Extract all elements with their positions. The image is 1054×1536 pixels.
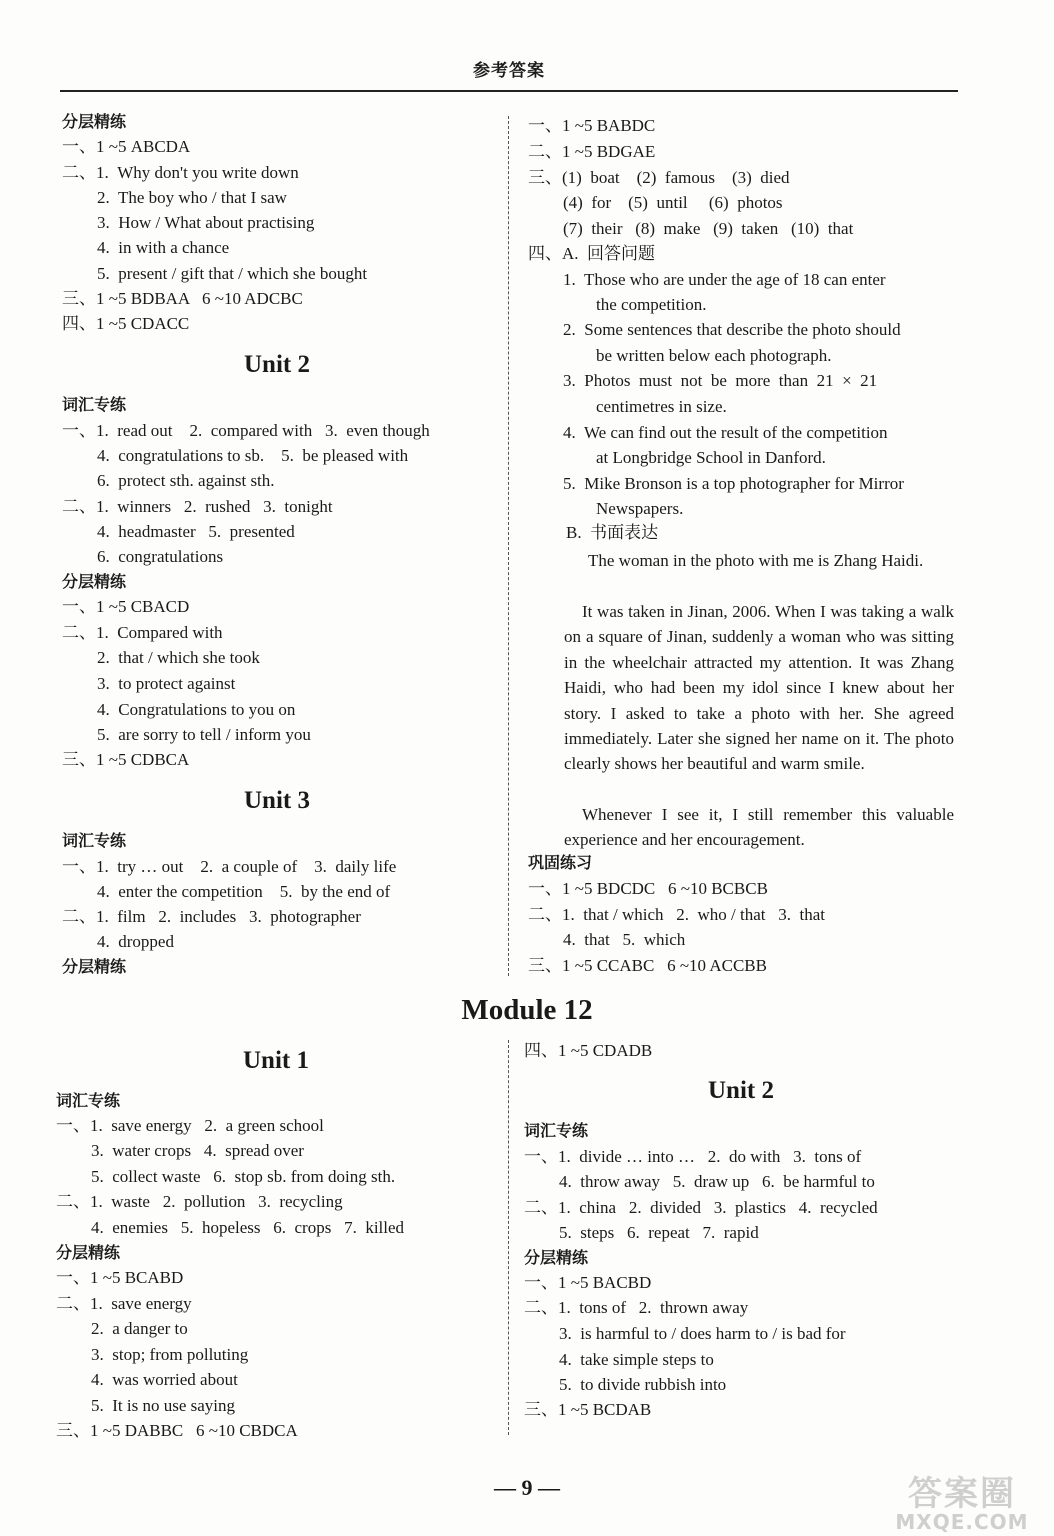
answer-line: 2. Some sentences that describe the photo should xyxy=(563,320,901,339)
watermark-logo xyxy=(872,1476,1052,1536)
answer-line: 4. was worried about xyxy=(91,1370,238,1389)
answer-line: 一、1 ~5 BACBD xyxy=(524,1273,652,1292)
section-heading: 分层精练 xyxy=(524,1248,589,1267)
section-heading: 巩固练习 xyxy=(528,853,593,872)
column-divider-top xyxy=(508,116,509,976)
answer-line: (7) their (8) make (9) taken (10) that xyxy=(563,219,854,238)
answer-line: 3. stop; from polluting xyxy=(91,1345,249,1364)
answer-line: 4. Congratulations to you on xyxy=(97,700,296,719)
answer-line: 2. that / which she took xyxy=(97,648,260,667)
answer-line: 3. to protect against xyxy=(97,674,236,693)
answer-line: 1. Those who are under the age of 18 can enter xyxy=(563,270,886,289)
answer-line: (4) for (5) until (6) photos xyxy=(563,193,783,212)
answer-line: 3. How / What about practising xyxy=(97,213,315,232)
answer-line: 2. The boy who / that I saw xyxy=(97,188,287,207)
unit-heading: Unit 3 xyxy=(244,787,310,814)
answer-line: 4. We can find out the result of the competition xyxy=(563,423,888,442)
answer-line: 二、1. tons of 2. thrown away xyxy=(524,1298,749,1317)
answer-line: 四、1 ~5 CDACC xyxy=(62,314,190,333)
page-number: — 9 — xyxy=(494,1475,560,1500)
answer-line: 三、1 ~5 CCABC 6 ~10 ACCBB xyxy=(528,956,767,975)
answer-line: Newspapers. xyxy=(596,499,684,518)
section-heading: 分层精练 xyxy=(62,957,127,976)
answer-line: 一、1 ~5 BABDC xyxy=(528,116,656,135)
answer-line: 一、1. try … out 2. a couple of 3. daily life xyxy=(62,857,397,876)
answer-line: 四、1 ~5 CDADB xyxy=(524,1041,653,1060)
answer-line: 三、(1) boat (2) famous (3) died xyxy=(528,168,790,187)
bottom-right-column xyxy=(524,0,958,1460)
answer-line: 三、1 ~5 BCDAB xyxy=(524,1400,652,1419)
section-heading: 词汇专练 xyxy=(56,1091,121,1110)
answer-line: centimetres in size. xyxy=(596,397,727,416)
answer-line: 二、1. winners 2. rushed 3. tonight xyxy=(62,497,333,516)
section-heading: 分层精练 xyxy=(62,112,127,131)
answer-line: 一、1 ~5 ABCDA xyxy=(62,137,191,156)
module-title: Module 12 xyxy=(461,994,593,1026)
answer-line: 5. Mike Bronson is a top photographer for Mirror xyxy=(563,474,904,493)
answer-line: 一、1 ~5 BCABD xyxy=(56,1268,184,1287)
unit-heading: Unit 1 xyxy=(243,1047,309,1074)
answer-line: 5. to divide rubbish into xyxy=(559,1375,727,1394)
answer-line: 三、1 ~5 BDBAA 6 ~10 ADCBC xyxy=(62,289,303,308)
section-heading: 词汇专练 xyxy=(62,831,127,850)
answer-line: 4. enter the competition 5. by the end of xyxy=(97,882,391,901)
bottom-left-column xyxy=(56,0,496,1460)
answer-line: the competition. xyxy=(596,295,707,314)
section-heading: 分层精练 xyxy=(56,1243,121,1262)
answer-line: 一、1 ~5 BDCDC 6 ~10 BCBCB xyxy=(528,879,768,898)
watermark-logo-text: 答案圈 xyxy=(908,1474,1016,1514)
answer-line: 二、1. Why don't you write down xyxy=(62,163,299,182)
answer-line: 3. Photos must not be more than 21 × 21 xyxy=(563,371,878,390)
unit-heading: Unit 2 xyxy=(244,351,310,378)
answer-line: 4. headmaster 5. presented xyxy=(97,522,295,541)
answer-line: 5. are sorry to tell / inform you xyxy=(97,725,311,744)
header-title: 参考答案 xyxy=(473,61,545,81)
answer-line: 5. present / gift that / which she bought xyxy=(97,264,368,283)
answer-line: 二、1 ~5 BDGAE xyxy=(528,142,656,161)
answer-line: 二、1. that / which 2. who / that 3. that xyxy=(528,905,825,924)
answer-line: 4. dropped xyxy=(97,932,174,951)
answer-line: 一、1. divide … into … 2. do with 3. tons of xyxy=(524,1147,862,1166)
answer-line: 4. take simple steps to xyxy=(559,1350,714,1369)
answer-line: 一、1 ~5 CBACD xyxy=(62,597,190,616)
section-heading: 分层精练 xyxy=(62,572,127,591)
watermark-site: MXQE.COM xyxy=(895,1510,1029,1534)
answer-line: be written below each photograph. xyxy=(596,346,832,365)
answer-line: 4. enemies 5. hopeless 6. crops 7. killed xyxy=(91,1218,405,1237)
section-heading: 词汇专练 xyxy=(62,395,127,414)
answer-line: 2. a danger to xyxy=(91,1319,188,1338)
answer-line: 6. congratulations xyxy=(97,547,224,566)
answer-line: B. 书面表达 xyxy=(566,523,659,542)
answer-line: 6. protect sth. against sth. xyxy=(97,471,275,490)
answer-line: 二、1. save energy xyxy=(56,1294,192,1313)
answer-line: 三、1 ~5 DABBC 6 ~10 CBDCA xyxy=(56,1421,298,1440)
answer-line: 4. that 5. which xyxy=(563,930,686,949)
essay-paragraph-3: Whenever I see it, I still remember this valuable experience and her encouragement. xyxy=(564,805,954,850)
answer-line: 3. water crops 4. spread over xyxy=(91,1141,304,1160)
answer-line: 3. is harmful to / does harm to / is bad for xyxy=(559,1324,846,1343)
section-heading: 词汇专练 xyxy=(524,1121,589,1140)
answer-line: 一、1. save energy 2. a green school xyxy=(56,1116,324,1135)
answer-line: 5. It is no use saying xyxy=(91,1396,236,1415)
answer-line: 5. steps 6. repeat 7. rapid xyxy=(559,1223,759,1242)
answer-line: 二、1. waste 2. pollution 3. recycling xyxy=(56,1192,343,1211)
essay-paragraph-2: It was taken in Jinan, 2006. When I was taking a walk on a square of Jinan, suddenly a woman who was sitting in the wheelchair attracted my attention. It was Zhang Haidi, who had been my idol since I knew about her story. I asked to take a photo with her. She agreed immediately. Later she signed her name on it. The photo clearly shows her beautiful and warm smile. xyxy=(564,602,954,774)
answer-line: 二、1. Compared with xyxy=(62,623,223,642)
answer-line: 三、1 ~5 CDBCA xyxy=(62,750,190,769)
answer-line: 4. throw away 5. draw up 6. be harmful to xyxy=(559,1172,875,1191)
answer-line: 四、A. 回答问题 xyxy=(528,244,656,263)
answer-line: 4. in with a chance xyxy=(97,238,230,257)
answer-line: 一、1. read out 2. compared with 3. even though xyxy=(62,421,430,440)
essay-paragraph-1: The woman in the photo with me is Zhang Haidi. xyxy=(588,551,924,570)
answer-line: 二、1. china 2. divided 3. plastics 4. recycled xyxy=(524,1198,878,1217)
column-divider-bottom xyxy=(508,1040,509,1435)
answer-line: 二、1. film 2. includes 3. photographer xyxy=(62,907,361,926)
answer-line: at Longbridge School in Danford. xyxy=(596,448,826,467)
unit-heading: Unit 2 xyxy=(708,1077,774,1104)
answer-line: 4. congratulations to sb. 5. be pleased with xyxy=(97,446,409,465)
answer-line: 5. collect waste 6. stop sb. from doing sth. xyxy=(91,1167,396,1186)
